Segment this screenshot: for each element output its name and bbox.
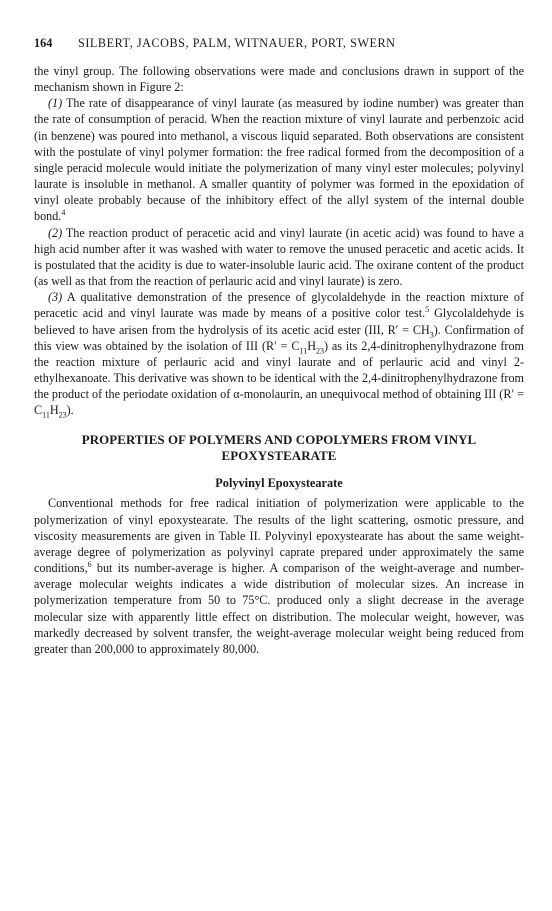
subscript-23-a: 23 — [315, 346, 324, 356]
observation-2-text: The reaction product of peracetic acid and vinyl laurate (in acetic acid) was found to have a high acid number after it was washed with water to remove the unused peracetic and acetic acids. It is postulated that the acidity is due to water-insoluble lauric acid. The oxirane content of the product (as well as that from the reaction of perlauric acid and vinyl laurate) is zero. — [34, 225, 524, 289]
subscript-23-b: 23 — [58, 410, 67, 420]
polymer-paragraph-text-b: but its number-average is higher. A comparison of the weight-average and number-average molecular weights indicates a wide distribution of molecular sizes. An increase in polymerization temperature from 50 to 75°C. produced only a slight decrease in the average molecular size with apparently little effect on distribution. The molecular weight, however, was markedly decreased by solvent transfer, the weight-average molecular weight being reduced from greater than 200,000 to approximately 80,000. — [34, 561, 524, 656]
paragraph-observation-2 — [34, 225, 524, 290]
section-heading: PROPERTIES OF POLYMERS AND COPOLYMERS FROM VINYL EPOXYSTEARATE — [81, 433, 477, 463]
page-number: 164 — [34, 36, 53, 50]
observation-1-number: (1) — [48, 96, 63, 111]
observation-1-text: The rate of disappearance of vinyl laurate (as measured by iodine number) was greater than the rate of consumption of peracid. When the reaction mixture of vinyl laurate and perbenzoic acid (in benzene) was poured into methanol, a viscous liquid separated. Both observations are consistent with the postulate of vinyl polymer formation: the free radical formed from the decomposition of a single peracid molecule would initiate the polymerization of many vinyl ester molecules; polyvinyl laurate is insoluble in methanol. A smaller quantity of polymer was formed in the epoxidation of vinyl oleate probably because of the inhibitory effect of the allyl system of the internal double bond. — [34, 96, 524, 224]
subsection-heading: Polyvinyl Epoxystearate — [215, 476, 343, 491]
paragraph-intro-text: the vinyl group. The following observations were made and conclusions drawn in support of the mechanism shown in Figure 2: — [34, 64, 524, 95]
observation-2-number: (2) — [48, 225, 63, 240]
running-head-authors: SILBERT, JACOBS, PALM, WITNAUER, PORT, SWERN — [78, 36, 396, 50]
observation-3-text-a: A qualitative demonstration of the presence of glycolaldehyde in the reaction mixture of peracetic acid and vinyl laurate was made by means of a positive color test. — [34, 290, 524, 321]
polymer-paragraph-text-a: Conventional methods for free radical initiation of polymerization were applicable to the polymerization of vinyl epoxystearate. The results of the light scattering, osmotic pressure, and viscosity measurements are given in Table II. Polyvinyl epoxystearate has about the same weight-average degree of polymerization as polyvinyl caprate prepared under approximately the same conditions, — [34, 496, 524, 576]
paragraph-intro — [34, 63, 524, 95]
paper-page — [34, 36, 524, 657]
body-text — [34, 63, 524, 657]
subscript-3: 3 — [429, 329, 434, 339]
footnote-ref-6: 6 — [87, 560, 92, 570]
paragraph-polyvinyl-epoxystearate — [34, 495, 524, 657]
observation-3-text-c: ). Confirmation of this view was obtained by the isolation of III (R′ = C — [34, 322, 524, 353]
observation-3-text-d: H — [307, 338, 316, 353]
paragraph-observation-1 — [34, 95, 524, 224]
observation-3-text-f: H — [49, 403, 59, 418]
observation-3-text-e: ) as its 2,4-dinitrophenylhydrazone from the reaction mixture of perlauric acid and vinyl laurate and of perlauric acid and vinyl 2-ethylhexanoate. This derivative was shown to be identical with the 2,4-dinitrophenylhydrazone from the product of the periodate oxidation of α-monolaurin, an unequivocal method of obtaining III (R′ = C — [34, 338, 524, 418]
paragraph-observation-3 — [34, 289, 524, 418]
footnote-ref-5: 5 — [425, 305, 430, 315]
running-head — [34, 36, 524, 50]
observation-3-text-b: Glycolaldehyde is believed to have arisen from the hydrolysis of its acetic acid ester (III, R′ = CH — [34, 306, 525, 337]
observation-3-number: (3) — [48, 290, 63, 305]
subscript-11-a: 11 — [299, 346, 308, 356]
observation-3-text-g: ). — [66, 403, 74, 418]
subscript-11-b: 11 — [42, 410, 50, 420]
footnote-ref-4: 4 — [61, 208, 66, 218]
